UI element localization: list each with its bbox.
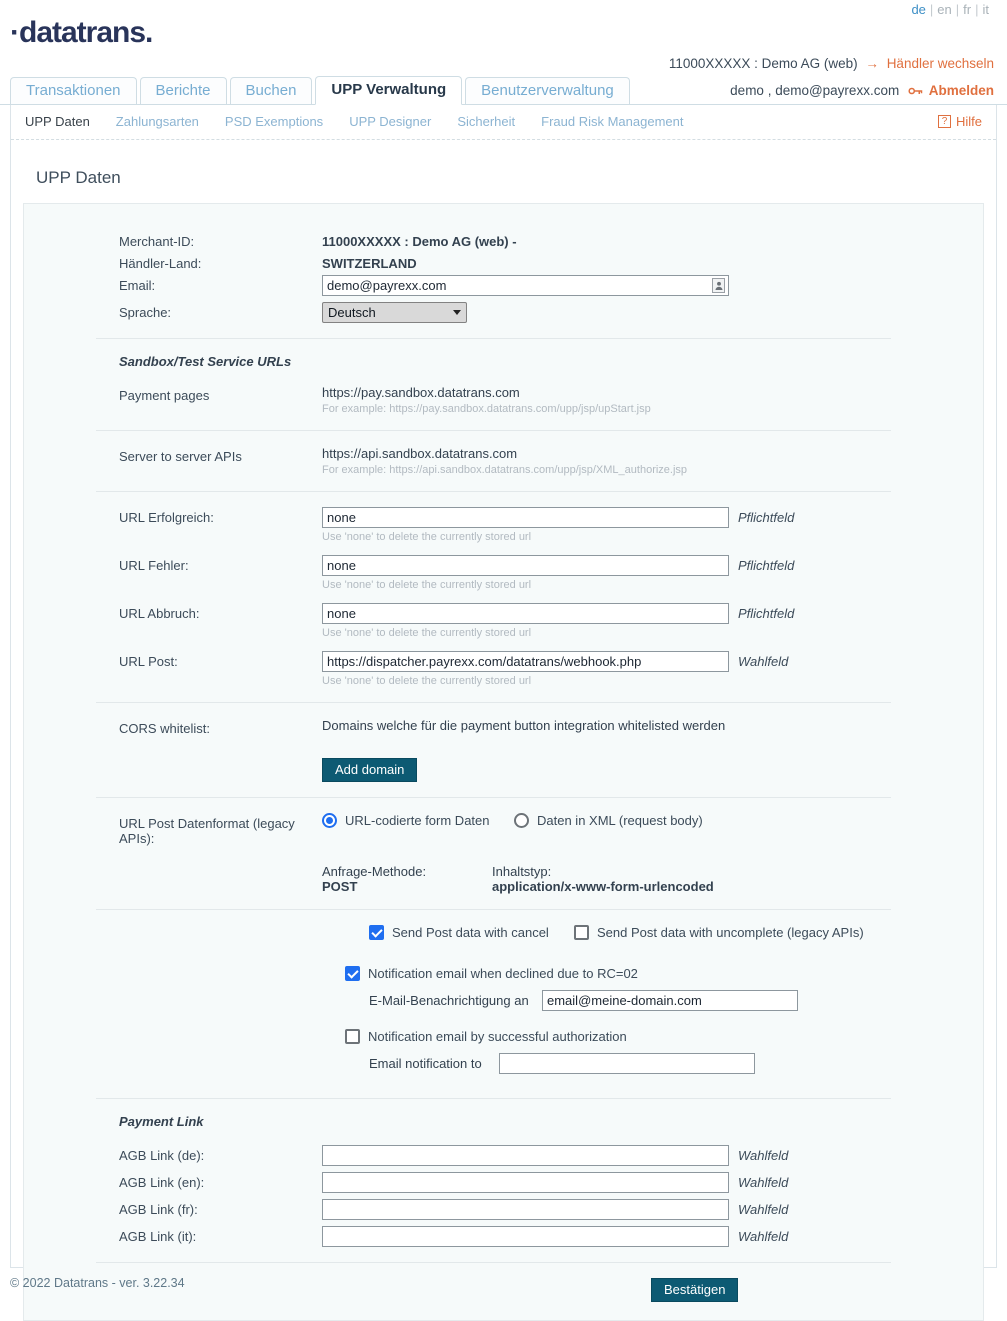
content-type-value: application/x-www-form-urlencoded xyxy=(492,879,714,894)
spacer xyxy=(119,864,322,867)
server-apis-label: Server to server APIs xyxy=(119,449,242,464)
country-label: Händler-Land: xyxy=(119,256,202,271)
success-notify-checkbox[interactable] xyxy=(345,1029,360,1044)
url-cancel-hint: Use 'none' to delete the currently stored url xyxy=(322,627,532,639)
arrow-right-icon: → xyxy=(865,56,879,71)
subnav xyxy=(11,105,996,140)
agb-en-badge: Wahlfeld xyxy=(738,1175,789,1190)
declined-notify-row xyxy=(24,966,983,981)
success-notify-label: Notification email by successful authorization xyxy=(368,1029,627,1044)
key-icon xyxy=(908,85,923,100)
url-post-badge: Wahlfeld xyxy=(738,654,789,669)
lang-en[interactable]: en xyxy=(937,2,952,17)
url-success-hint: Use 'none' to delete the currently stored url xyxy=(322,531,532,543)
lang-separator: | xyxy=(955,2,960,17)
declined-email-input[interactable] xyxy=(542,990,798,1011)
declined-notify-label: Notification email when declined due to RC=02 xyxy=(368,966,638,981)
language-bar xyxy=(908,2,992,17)
send-post-uncomplete-checkbox[interactable] xyxy=(574,925,589,940)
separator xyxy=(96,430,891,431)
tab-buchen[interactable]: Buchen xyxy=(230,77,313,104)
url-post-row xyxy=(24,651,983,687)
separator xyxy=(96,1098,891,1099)
help-label: Hilfe xyxy=(955,114,982,129)
language-row xyxy=(24,302,983,323)
success-notify-option[interactable] xyxy=(345,1029,627,1044)
tab-transaktionen[interactable]: Transaktionen xyxy=(10,77,137,104)
lang-separator: | xyxy=(975,2,979,17)
tab-benutzerverwaltung[interactable]: Benutzerverwaltung xyxy=(465,77,630,104)
url-success-input[interactable] xyxy=(322,507,729,528)
server-apis-hint: For example: https://api.sandbox.datatrans.com/upp/jsp/XML_authorize.jsp xyxy=(322,464,688,476)
server-apis-value: https://api.sandbox.datatrans.com xyxy=(322,446,518,461)
radio-xml-label: Daten in XML (request body) xyxy=(537,813,703,828)
page-title: UPP Daten xyxy=(36,168,121,187)
method-label: Anfrage-Methode: xyxy=(322,864,427,879)
success-email-row xyxy=(24,1053,983,1074)
email-row xyxy=(24,275,983,296)
payment-pages-hint: For example: https://pay.sandbox.datatrans.com/upp/jsp/upStart.jsp xyxy=(322,403,651,415)
dataformat-row xyxy=(24,813,983,846)
merchant-line xyxy=(669,50,994,77)
agb-it-badge: Wahlfeld xyxy=(738,1229,789,1244)
radio-urlencoded-label: URL-codierte form Daten xyxy=(345,813,490,828)
merchant-id-row xyxy=(24,231,983,249)
agb-en-row xyxy=(24,1172,983,1193)
separator xyxy=(96,338,891,339)
cors-description: Domains welche für die payment button integration whitelisted werden xyxy=(322,718,726,733)
agb-fr-badge: Wahlfeld xyxy=(738,1202,789,1217)
agb-de-badge: Wahlfeld xyxy=(738,1148,789,1163)
merchant-id-value: 11000XXXXX : Demo AG (web) - xyxy=(322,234,517,249)
spacer xyxy=(119,758,322,761)
lang-de[interactable]: de xyxy=(911,2,926,17)
agb-en-label: AGB Link (en): xyxy=(119,1175,205,1190)
submit-button[interactable]: Bestätigen xyxy=(651,1278,738,1302)
cors-row xyxy=(24,718,983,736)
radio-xml-option[interactable] xyxy=(514,813,703,828)
declined-email-label: E-Mail-Benachrichtigung an xyxy=(369,993,529,1008)
tab-berichte[interactable]: Berichte xyxy=(140,77,227,104)
url-error-badge: Pflichtfeld xyxy=(738,558,795,573)
url-error-hint: Use 'none' to delete the currently stored url xyxy=(322,579,532,591)
sandbox-section-title: Sandbox/Test Service URLs xyxy=(119,354,292,369)
url-post-label: URL Post: xyxy=(119,654,178,669)
url-post-hint: Use 'none' to delete the currently stored url xyxy=(322,675,532,687)
cors-label: CORS whitelist: xyxy=(119,721,211,736)
merchant-id-text: 11000XXXXX : Demo AG (web) xyxy=(668,56,858,71)
send-post-cancel-label: Send Post data with cancel xyxy=(392,925,549,940)
agb-de-input[interactable] xyxy=(322,1145,729,1166)
separator xyxy=(96,491,891,492)
separator xyxy=(96,909,891,910)
radio-urlencoded-option[interactable] xyxy=(322,813,514,828)
url-cancel-badge: Pflichtfeld xyxy=(738,606,795,621)
method-row xyxy=(24,864,983,894)
agb-de-row xyxy=(24,1145,983,1166)
url-cancel-input[interactable] xyxy=(322,603,729,624)
footer-version-text: © 2022 Datatrans - ver. 3.22.34 xyxy=(10,1276,185,1290)
agb-it-row xyxy=(24,1226,983,1247)
content-type-label: Inhaltstyp: xyxy=(492,864,552,879)
agb-fr-label: AGB Link (fr): xyxy=(119,1202,198,1217)
separator xyxy=(96,1262,891,1263)
url-success-badge: Pflichtfeld xyxy=(738,510,795,525)
url-success-row xyxy=(24,507,983,543)
declined-email-row xyxy=(24,990,983,1011)
declined-notify-option[interactable] xyxy=(345,966,638,981)
user-line xyxy=(669,77,994,106)
success-notify-row xyxy=(24,1029,983,1044)
url-cancel-row xyxy=(24,603,983,639)
subnav-upp-designer[interactable]: UPP Designer xyxy=(349,114,432,129)
cors-button-row xyxy=(24,758,983,782)
post-options-row xyxy=(24,925,983,940)
success-email-input[interactable] xyxy=(499,1053,755,1074)
question-icon: ? xyxy=(938,115,951,128)
subnav-upp-daten[interactable]: UPP Daten xyxy=(25,114,90,129)
send-post-cancel-checkbox[interactable] xyxy=(369,925,384,940)
chevron-down-icon xyxy=(453,310,461,315)
payment-link-title: Payment Link xyxy=(119,1114,204,1129)
url-error-input[interactable] xyxy=(322,555,729,576)
agb-it-label: AGB Link (it): xyxy=(119,1229,197,1244)
email-label: Email: xyxy=(119,278,156,293)
agb-it-input[interactable] xyxy=(322,1226,729,1247)
merchant-switch-link[interactable]: Händler wechseln xyxy=(886,56,994,71)
success-email-label: Email notification to xyxy=(369,1056,482,1071)
agb-fr-row xyxy=(24,1199,983,1220)
separator xyxy=(96,702,891,703)
radio-xml[interactable] xyxy=(514,813,529,828)
lang-fr[interactable]: fr xyxy=(963,2,972,17)
payment-pages-value: https://pay.sandbox.datatrans.com xyxy=(322,385,520,400)
country-row xyxy=(24,253,983,271)
url-error-row xyxy=(24,555,983,591)
server-apis-row xyxy=(24,446,983,476)
payment-pages-row xyxy=(24,385,983,415)
tab-upp-verwaltung[interactable]: UPP Verwaltung xyxy=(315,76,462,105)
add-domain-button[interactable]: Add domain xyxy=(322,758,417,782)
agb-de-label: AGB Link (de): xyxy=(119,1148,205,1163)
merchant-id-label: Merchant-ID: xyxy=(119,234,195,249)
subnav-zahlungsarten[interactable]: Zahlungsarten xyxy=(115,114,199,129)
dataformat-label: URL Post Datenformat (legacy APIs): xyxy=(119,816,295,846)
agb-en-input[interactable] xyxy=(322,1172,729,1193)
country-value: SWITZERLAND xyxy=(322,256,417,271)
agb-fr-input[interactable] xyxy=(322,1199,729,1220)
separator xyxy=(96,797,891,798)
subnav-psd-exemptions[interactable]: PSD Exemptions xyxy=(224,114,324,129)
form-panel xyxy=(23,203,984,1321)
method-value: POST xyxy=(322,879,358,894)
user-email-text: demo , demo@payrexx.com xyxy=(730,83,900,98)
url-error-label: URL Fehler: xyxy=(119,558,189,573)
url-cancel-label: URL Abbruch: xyxy=(119,606,200,621)
language-select-value: Deutsch xyxy=(328,305,376,320)
send-post-uncomplete-option[interactable] xyxy=(574,925,864,940)
payment-pages-label: Payment pages xyxy=(119,388,210,403)
declined-notify-checkbox[interactable] xyxy=(345,966,360,981)
subnav-sicherheit[interactable]: Sicherheit xyxy=(457,114,516,129)
language-select[interactable] xyxy=(322,302,467,323)
header-user-info xyxy=(669,50,994,106)
lang-it[interactable]: it xyxy=(982,2,989,17)
url-post-input[interactable] xyxy=(322,651,729,672)
send-post-uncomplete-label: Send Post data with uncomplete (legacy APIs) xyxy=(597,925,864,940)
autofill-contact-icon[interactable] xyxy=(712,278,725,293)
lang-separator: | xyxy=(929,2,934,17)
radio-urlencoded[interactable] xyxy=(322,813,337,828)
datatrans-logo: ·datatrans. xyxy=(10,16,153,49)
url-success-label: URL Erfolgreich: xyxy=(119,510,214,525)
send-post-cancel-option[interactable] xyxy=(369,925,574,940)
logout-link[interactable]: Abmelden xyxy=(928,83,994,98)
email-input[interactable] xyxy=(322,275,729,296)
language-label: Sprache: xyxy=(119,305,172,320)
subnav-fraud-risk[interactable]: Fraud Risk Management xyxy=(541,114,684,129)
help-link[interactable] xyxy=(938,114,982,129)
